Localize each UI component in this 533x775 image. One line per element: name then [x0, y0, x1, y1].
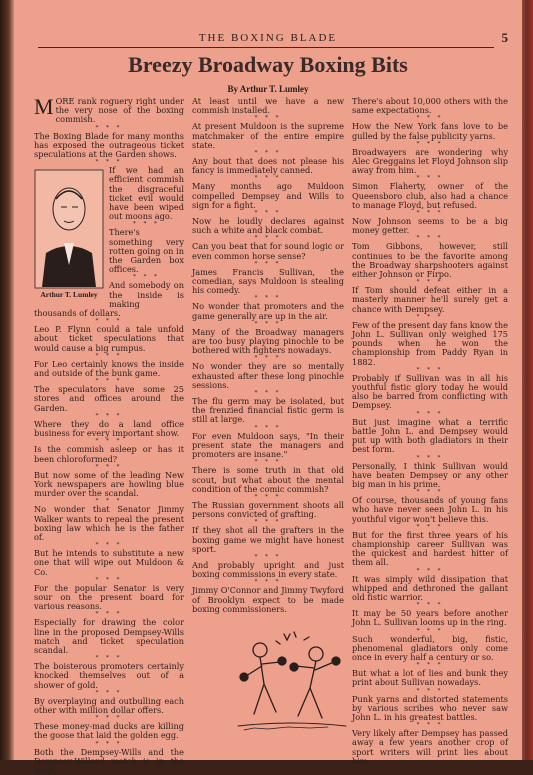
separator-stars: * * *	[95, 542, 123, 549]
separator-stars: * * *	[416, 410, 444, 417]
separator-stars: * * *	[416, 722, 444, 729]
separator-stars: * * *	[254, 579, 282, 586]
paragraph: But he intends to substitute a new one that will wipe out Muldoon & Co.	[34, 548, 184, 577]
book-spine-edge	[0, 0, 14, 760]
paragraph: For even Muldoon says, "In their present state the managers and promoters are insane."	[192, 430, 344, 460]
text-column-1	[34, 94, 184, 775]
paragraph: Personally, I think Sullivan would have beaten Dempsey or any other big man in his prime.	[352, 460, 508, 489]
separator-stars: * * *	[95, 318, 123, 325]
separator-stars: * * *	[416, 687, 444, 694]
paragraph: Punk yarns and distorted statements by various scribes who never saw John L. in his greatest battles.	[352, 693, 508, 722]
paragraph: It was simply wild dissipation that whipped and dethroned the gallant old fistic warrior.	[352, 573, 508, 602]
paragraph: Now Johnson seems to be a big money getter.	[352, 216, 508, 236]
separator-stars: * * *	[416, 175, 444, 182]
separator-stars: * * *	[95, 655, 123, 662]
separator-stars: * * *	[254, 355, 282, 362]
separator-stars: * * *	[416, 115, 444, 122]
paragraph: If Tom should defeat either in a masterly manner he'll surely get a chance with Dempsey.	[352, 285, 508, 314]
drop-cap: M	[34, 94, 54, 119]
paragraph: Few of the present day fans know the John L. Sullivan only weighed 175 pounds when he won the championship from Paddy Ryan in 1882.	[352, 319, 508, 367]
separator-stars: * * *	[416, 627, 444, 634]
separator-stars: * * *	[95, 463, 123, 470]
separator-stars: * * *	[254, 320, 282, 327]
article-byline: By Arthur T. Lumley	[227, 84, 309, 94]
paragraph: Very likely after Dempsey has passed away a few years another crop of sport writers will print lies about him.	[352, 728, 508, 766]
separator-stars: * * *	[416, 523, 444, 530]
separator-stars: * * *	[416, 235, 444, 242]
paragraph: The speculators have some 25 stores and offices around the Garden.	[34, 384, 184, 413]
paragraph: For Leo certainly knows the inside and outside of the bunk game.	[34, 358, 184, 379]
paragraph: By overplaying and outbulling each other with million dollar offers.	[34, 695, 184, 715]
separator-stars: * * *	[133, 221, 160, 228]
paragraph: No wonder they are so mentally exhausted after these long pinochle sessions.	[192, 361, 344, 390]
separator-stars: * * *	[95, 715, 123, 722]
paragraph: There's something very rotten going on in the Garden box offices.	[109, 227, 184, 275]
paragraph: Many months ago Muldoon compelled Dempsey and Wills to sign for a fight.	[192, 181, 344, 210]
paragraph: And somebody on the inside is making thousands of dollars.	[34, 280, 184, 319]
magazine-name: THE BOXING BLADE	[198, 32, 338, 44]
paragraph: Leo P. Flynn could a tale unfold about ticket speculations that would cause a big rumpus.	[34, 324, 184, 353]
separator-stars: * * *	[95, 412, 123, 419]
magazine-page	[14, 0, 522, 775]
separator-stars: * * *	[416, 279, 444, 286]
paragraph: No wonder that promoters and the game generally are up in the air.	[192, 301, 344, 321]
portrait-drawing	[34, 169, 104, 289]
article-title: Breezy Broadway Boxing Bits	[128, 52, 408, 77]
separator-stars: * * *	[254, 459, 282, 466]
paragraph: The Russian government shoots all persons convicted of grafting.	[192, 499, 344, 520]
author-portrait	[34, 169, 104, 299]
separator-stars: * * *	[416, 489, 444, 496]
paragraph: And probably upright and just boxing commissions in every state.	[192, 559, 344, 580]
paragraph: Of course, thousands of young fans who have never seen John L. in his youthful vigor won't believe this.	[352, 495, 508, 524]
paragraph: No wonder that Senator Jimmy Walker wants to repeal the present boxing law which he is the father of.	[34, 504, 184, 542]
separator-stars: * * *	[416, 210, 444, 217]
paragraph: Now he loudly declares against such a white and black combat.	[192, 216, 344, 236]
paragraph: Tom Gibbons, however, still continues to be the favorite among the Broadway sharpshooters against either Johnson or Firpo.	[352, 241, 508, 280]
running-header	[14, 30, 522, 48]
paragraph: At present Muldoon is the supreme matchmaker of the entire empire state.	[192, 121, 344, 150]
paragraph: Is the commish asleep or has it been chloroformed?	[34, 444, 184, 464]
separator-stars: * * *	[95, 689, 123, 696]
separator-stars: * * *	[95, 498, 123, 505]
separator-stars: * * *	[95, 352, 123, 359]
separator-stars: * * *	[133, 274, 160, 281]
right-binding-edge	[522, 0, 533, 760]
text-column-3	[352, 97, 508, 766]
separator-stars: * * *	[254, 424, 282, 431]
text-column-2	[192, 97, 344, 614]
paragraph: It may be 50 years before another John L. Sullivan looms up in the ring.	[352, 608, 508, 628]
paragraph: If we had an efficient commish the disgraceful ticket evil would have been wiped out moons ago.	[109, 165, 184, 222]
separator-stars: * * *	[95, 611, 123, 618]
separator-stars: * * *	[254, 260, 282, 267]
separator-stars: * * *	[254, 210, 282, 217]
separator-stars: * * *	[254, 115, 282, 122]
paragraph: Probably if Sullivan was in all his youthful fistic glory today he would also be barred from conflicting with Dempsey.	[352, 372, 508, 411]
paragraph: There's about 10,000 others with the same expectations.	[352, 96, 508, 116]
paragraph: How the New York fans love to be gulled by the false publicity yarns.	[352, 121, 508, 141]
separator-stars: * * *	[416, 366, 444, 373]
separator-stars: * * *	[254, 235, 282, 242]
separator-stars: * * *	[254, 175, 282, 182]
paragraph: Jimmy O'Connor and Jimmy Twyford of Brooklyn expect to be made boxing commissioners.	[192, 585, 344, 614]
paragraph: Both the Dempsey-Wills and the Dempsey-Willard match is in the soup.	[34, 746, 184, 775]
separator-stars: * * *	[254, 493, 282, 500]
paragraph: But what a lot of lies and bunk they print about Sullivan nowadays.	[352, 668, 508, 688]
paragraph: MORE rank roguery right under the very nose of the boxing commish.	[34, 94, 184, 125]
paragraph: Such wonderful, big, fistic, phenomenal gladiators only come once in every half a century or so.	[352, 633, 508, 662]
paragraph: Especially for drawing the color line in the proposed Dempsey-Wills match and ticket speculation scandal.	[34, 617, 184, 655]
paragraph: Many of the Broadway managers are too busy playing pinochle to be bothered with fighters nowadays.	[192, 326, 344, 356]
paragraph: There is some truth in that old scout, but what about the mental condition of the comic commish?	[192, 465, 344, 494]
paragraph: The boisterous promoters certainly knocked themselves out of a shower of gold.	[34, 661, 184, 690]
separator-stars: * * *	[254, 519, 282, 526]
separator-stars: * * *	[254, 295, 282, 302]
separator-stars: * * *	[95, 740, 123, 747]
separator-stars: * * *	[416, 662, 444, 669]
paragraph: These money-mad ducks are killing the goose that laid the golden egg.	[34, 721, 184, 741]
portrait-caption: Arthur T. Lumley	[40, 290, 98, 300]
separator-stars: * * *	[95, 378, 123, 385]
separator-stars: * * *	[416, 602, 444, 609]
paragraph: Simon Flaherty, owner of the Queensboro club, also had a chance to manage Floyd, but refused.	[352, 181, 508, 210]
separator-stars: * * *	[95, 124, 123, 131]
paragraph: Any bout that does not please his fancy is immediately canned.	[192, 156, 344, 176]
page-number: 5	[501, 30, 508, 45]
paragraph: But now some of the leading New York newspapers are howling blue murder over the scandal.	[34, 469, 184, 499]
paragraph: Where they do a land office business for every important show.	[34, 418, 184, 439]
separator-stars: * * *	[254, 150, 282, 157]
paragraph: Can you beat that for sound logic or even common horse sense?	[192, 241, 344, 261]
paragraph: If they shot all the grafters in the boxing game we might have honest sport.	[192, 525, 344, 554]
separator-stars: * * *	[95, 159, 123, 166]
paragraph: Broadwayers are wondering why Alec Greggains let Floyd Johnson slip away from him.	[352, 146, 508, 176]
paragraph: James Francis Sullivan, the comedian, says Muldoon is stealing his comedy.	[192, 266, 344, 296]
separator-stars: * * *	[95, 576, 123, 583]
paragraph: At least until we have a new commish installed.	[192, 96, 344, 116]
separator-stars: * * *	[416, 567, 444, 574]
header-rule	[38, 47, 494, 48]
paragraph: The flu germ may be isolated, but the frenzied financial fistic germ is still at large.	[192, 396, 344, 425]
separator-stars: * * *	[416, 140, 444, 147]
separator-stars: * * *	[254, 553, 282, 560]
paragraph: For the popular Senator is very sour on the present board for various reasons.	[34, 582, 184, 612]
boxers-illustration	[224, 622, 356, 740]
separator-stars: * * *	[95, 438, 123, 445]
separator-stars: * * *	[416, 313, 444, 320]
separator-stars: * * *	[254, 390, 282, 397]
separator-stars: * * *	[416, 454, 444, 461]
paragraph: But just imagine what a terrific battle John L. and Dempsey would put up with both gladiators in their best form.	[352, 416, 508, 455]
paragraph: But for the first three years of his championship career Sullivan was the quickest and hardest hitter of them all.	[352, 529, 508, 568]
paragraph: The Boxing Blade for many months has exposed the outrageous ticket speculations at the Garden shows.	[34, 130, 184, 160]
